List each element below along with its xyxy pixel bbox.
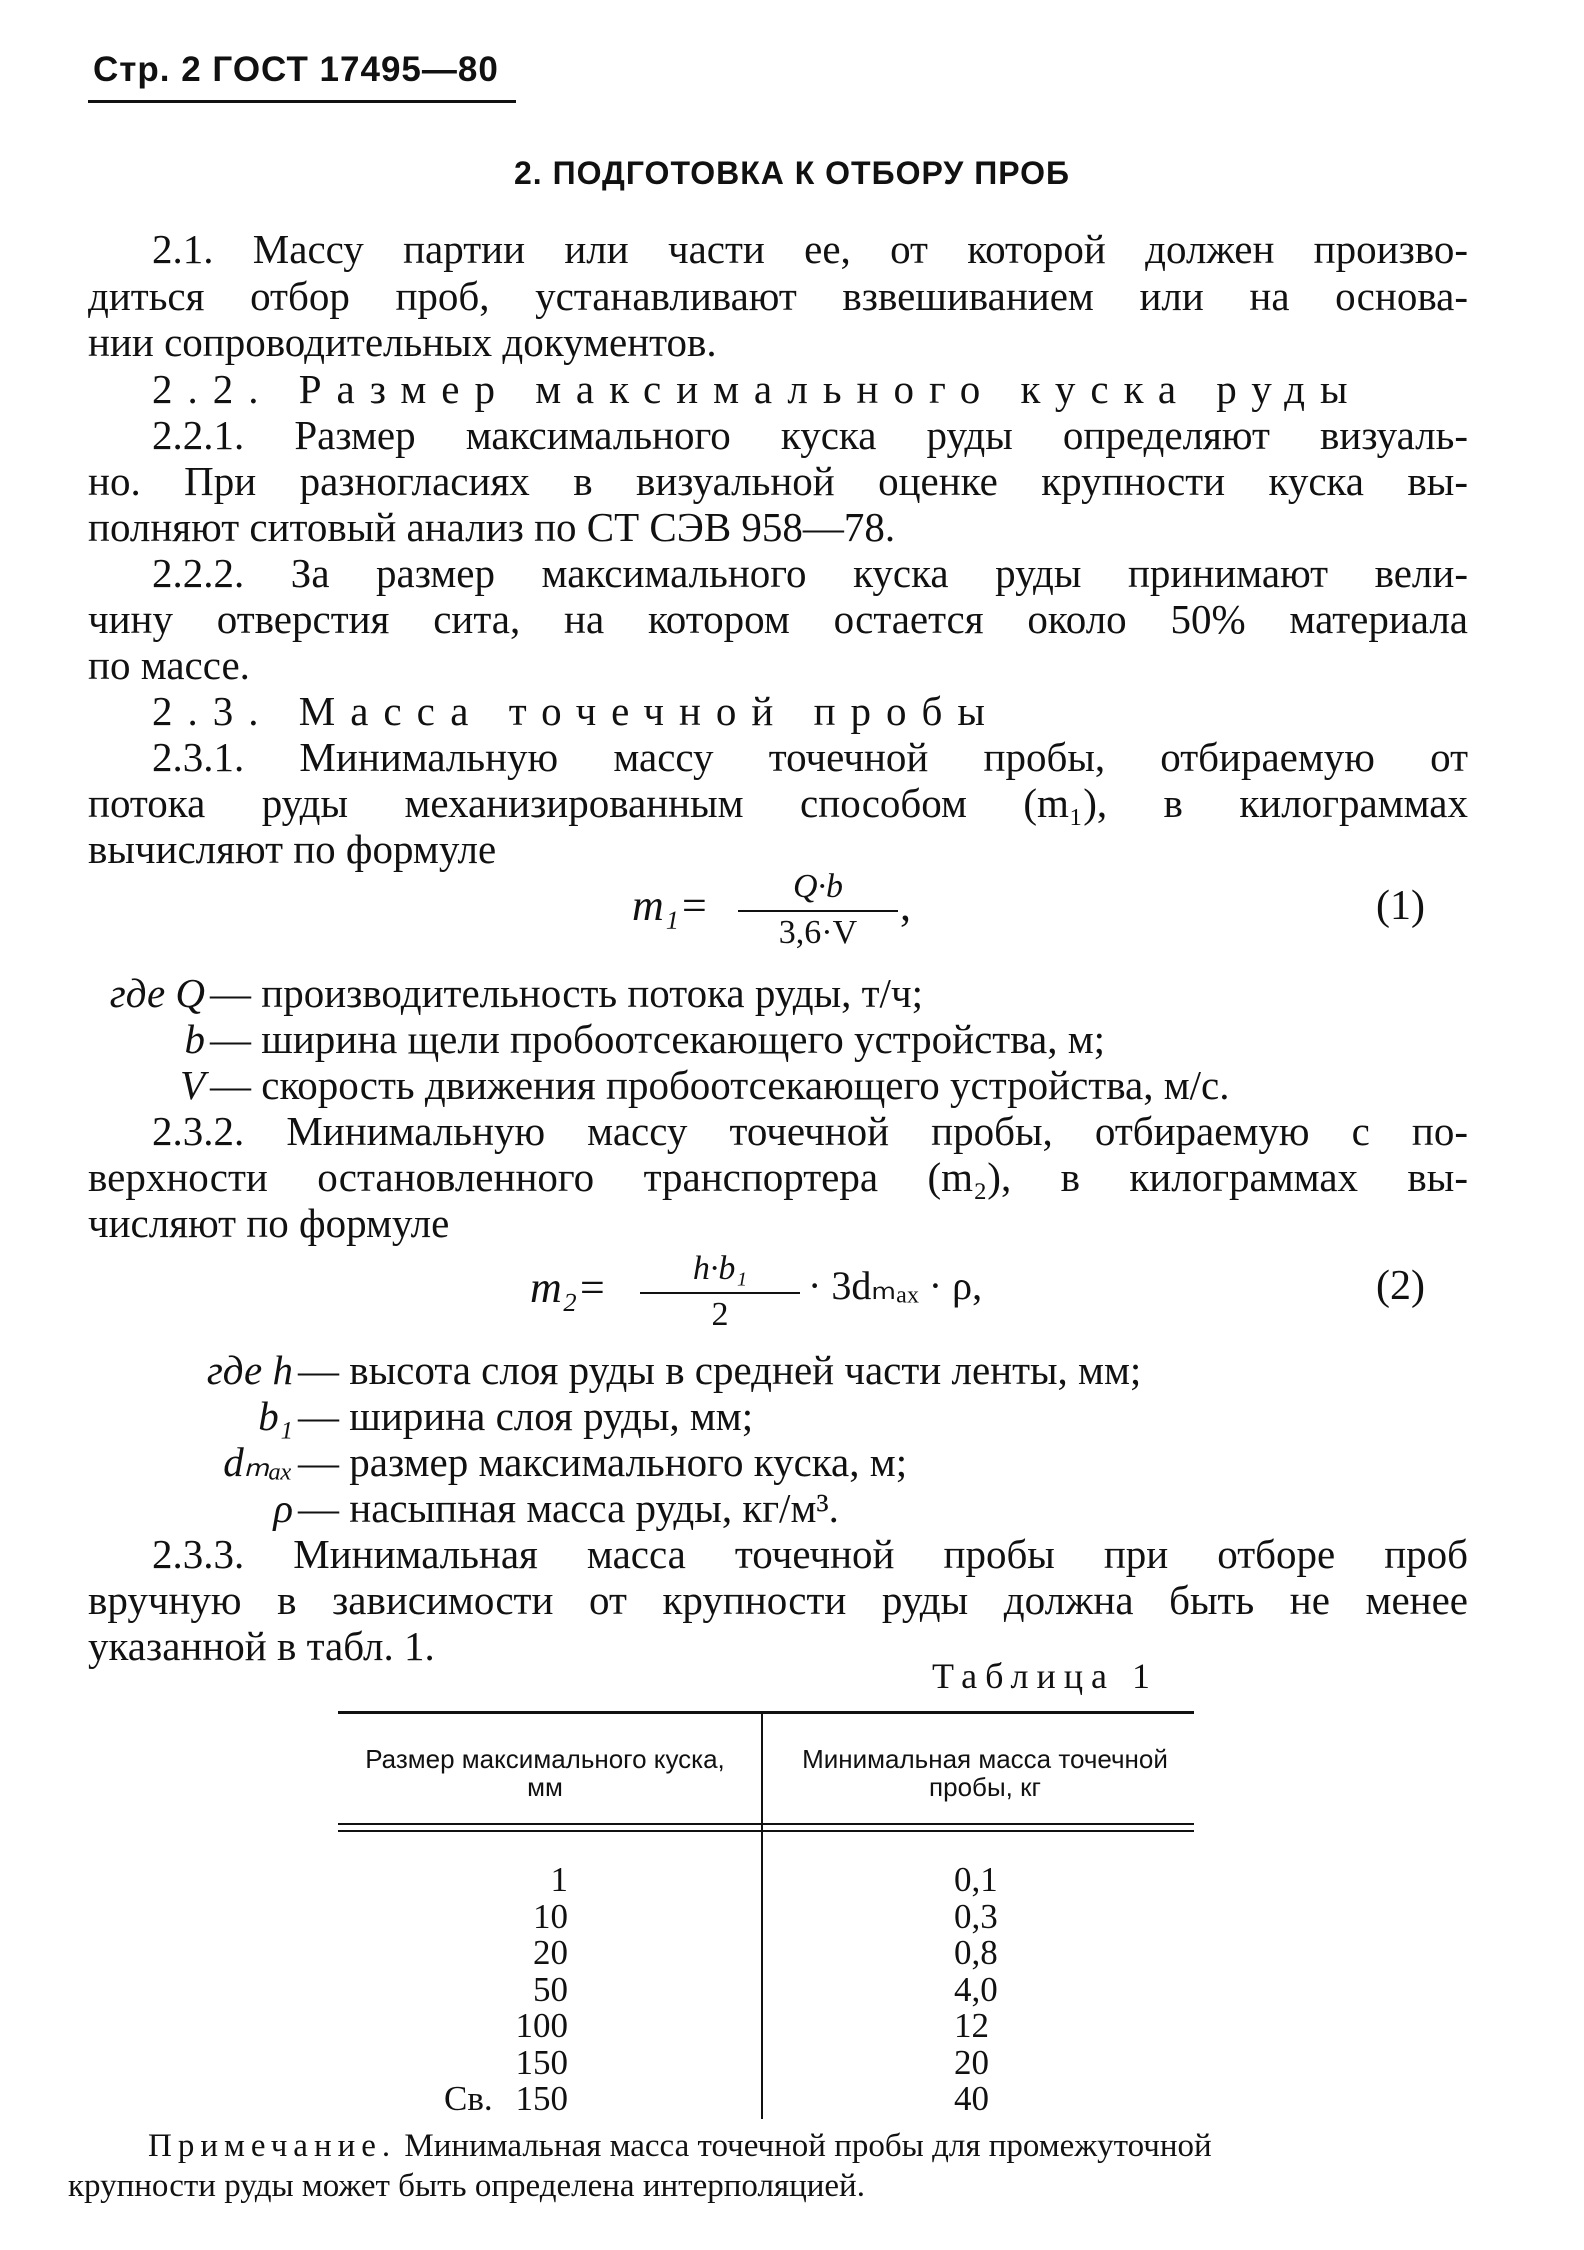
table-cell-mass: 40 bbox=[954, 2079, 989, 2118]
table-column-divider bbox=[761, 1713, 763, 2119]
def-1-text: — производительность потока руды, т/ч; bbox=[210, 970, 923, 1016]
formula-1-fraction-bar bbox=[738, 910, 898, 912]
formula-2-tail: · 3dₘₐₓ · ρ, bbox=[808, 1263, 983, 1308]
def-2-symbol: b bbox=[184, 1016, 205, 1062]
para-2-1-line-3: нии сопроводительных документов. bbox=[88, 319, 717, 365]
formula-1-tail: , bbox=[900, 881, 911, 930]
table-top-rule bbox=[338, 1711, 1194, 1714]
para-2-3-3-line-1: 2.3.3. Минимальная масса точечной пробы при отборе проб bbox=[152, 1531, 1468, 1577]
def-3-symbol: V bbox=[179, 1062, 205, 1108]
table-cell-mass: 20 bbox=[954, 2043, 989, 2082]
para-2-3-1-line-3: вычисляют по формуле bbox=[88, 826, 497, 872]
para-2-1-line-1: 2.1. Массу партии или части ее, от которой должен произво- bbox=[152, 226, 1468, 272]
table-caption: Таблица 1 bbox=[932, 1656, 1158, 1696]
para-2-3-2-line-1: 2.3.2. Минимальную массу точечной пробы, отбираемую с по- bbox=[152, 1108, 1468, 1154]
table-cell-size: 150 bbox=[515, 2079, 568, 2118]
subsection-2-3-title: 2.3. Масса точечной пробы bbox=[152, 688, 1000, 734]
def-5-symbol: b₁ bbox=[258, 1393, 293, 1439]
para-2-3-2-line-2: верхности остановленного транспортера (m₂), в килограммах вы- bbox=[88, 1154, 1468, 1200]
formula-2-fraction-bar bbox=[640, 1292, 800, 1294]
note-line-1 bbox=[148, 2128, 1212, 2165]
def-4-text: — высота слоя руды в средней части ленты, мм; bbox=[298, 1347, 1142, 1393]
table-header-mass: Минимальная масса точечной пробы, кг bbox=[802, 1744, 1168, 1802]
table-cell-mass: 0,3 bbox=[954, 1897, 998, 1936]
def-1-symbol: где Q bbox=[109, 970, 205, 1016]
table-header-rule-1 bbox=[338, 1823, 1194, 1825]
para-2-3-2-line-3: числяют по формуле bbox=[88, 1200, 450, 1246]
para-2-1-line-2: диться отбор проб, устанавливают взвешиванием или на основа- bbox=[88, 273, 1468, 319]
table-cell-mass: 12 bbox=[954, 2006, 989, 2045]
para-2-3-1-line-1: 2.3.1. Минимальную массу точечной пробы, отбираемую от bbox=[152, 734, 1468, 780]
table-header-size: Размер максимального куска, мм bbox=[365, 1744, 725, 1802]
para-2-2-1-line-3: полняют ситовый анализ по СТ СЭВ 958—78. bbox=[88, 504, 896, 550]
table-cell-mass: 4,0 bbox=[954, 1970, 998, 2009]
section-title: 2. ПОДГОТОВКА К ОТБОРУ ПРОБ bbox=[513, 155, 1070, 191]
table-cell-mass: 0,1 bbox=[954, 1860, 998, 1899]
page-header: Стр. 2 ГОСТ 17495—80 bbox=[93, 50, 499, 89]
def-7-symbol: ρ bbox=[273, 1485, 293, 1531]
para-2-3-3-line-3: указанной в табл. 1. bbox=[88, 1623, 435, 1669]
formula-1-number: (1) bbox=[1376, 883, 1425, 929]
table-cell-size: 50 bbox=[533, 1970, 568, 2009]
table-cell-prefix: Св. bbox=[444, 2079, 493, 2118]
def-6-text: — размер максимального куска, м; bbox=[298, 1439, 908, 1485]
formula-1-numerator: Q·b bbox=[792, 868, 844, 905]
para-2-2-1-line-2: но. При разногласиях в визуальной оценке крупности куска вы- bbox=[88, 458, 1468, 504]
para-2-3-1-line-2: потока руды механизированным способом (m₁), в килограммах bbox=[88, 780, 1468, 826]
para-2-2-1-line-1: 2.2.1. Размер максимального куска руды определяют визуаль- bbox=[152, 412, 1468, 458]
note-line-2: крупности руды может быть определена интерполяцией. bbox=[68, 2168, 865, 2204]
def-6-symbol: dₘₐₓ bbox=[223, 1439, 293, 1485]
para-2-2-2-line-1: 2.2.2. За размер максимального куска руды принимают вели- bbox=[152, 550, 1468, 596]
note-text-1: Минимальная масса точечной пробы для промежуточной bbox=[404, 2128, 1212, 2164]
table-cell-mass: 0,8 bbox=[954, 1933, 998, 1972]
formula-2-lhs: m₂= bbox=[530, 1263, 607, 1312]
def-2-text: — ширина щели пробоотсекающего устройства, м; bbox=[210, 1016, 1106, 1062]
table-cell-size: 20 bbox=[533, 1933, 568, 1972]
table-cell-size: 100 bbox=[515, 2006, 568, 2045]
header-rule bbox=[88, 100, 516, 103]
note-label: Примечание. bbox=[148, 2128, 397, 2164]
para-2-2-2-line-2: чину отверстия сита, на котором остается около 50% материала bbox=[88, 596, 1468, 642]
table-cell-size: 1 bbox=[550, 1860, 568, 1899]
formula-1-lhs: m₁= bbox=[632, 881, 709, 930]
def-3-text: — скорость движения пробоотсекающего устройства, м/с. bbox=[210, 1062, 1230, 1108]
table-cell-size: 150 bbox=[515, 2043, 568, 2082]
table-header-rule-2 bbox=[338, 1830, 1194, 1832]
formula-2-denominator: 2 bbox=[711, 1296, 729, 1333]
para-2-3-3-line-2: вручную в зависимости от крупности руды должна быть не менее bbox=[88, 1577, 1468, 1623]
formula-2-number: (2) bbox=[1376, 1263, 1425, 1309]
def-5-text: — ширина слоя руды, мм; bbox=[298, 1393, 754, 1439]
formula-1-denominator: 3,6·V bbox=[778, 914, 858, 951]
subsection-2-2-title: 2.2. Размер максимального куска руды bbox=[152, 366, 1363, 412]
def-7-text: — насыпная масса руды, кг/м³. bbox=[298, 1485, 839, 1531]
formula-2-numerator: h·b₁ bbox=[692, 1250, 748, 1287]
para-2-2-2-line-3: по массе. bbox=[88, 642, 250, 688]
def-4-symbol: где h bbox=[206, 1347, 293, 1393]
table-cell-size: 10 bbox=[533, 1897, 568, 1936]
